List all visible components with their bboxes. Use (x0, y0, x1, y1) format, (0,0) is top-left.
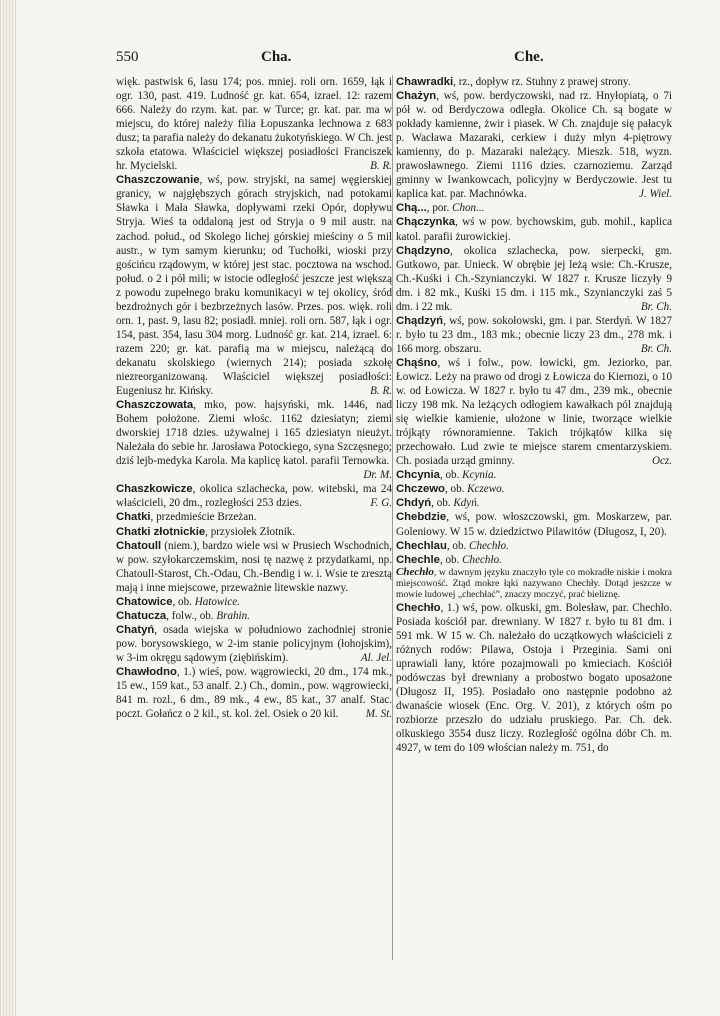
entry-text: , wś, pow. berdyczowski, nad rz. Hnyłopiatą, o 7i pół w. od Berdyczowa odległa. Okolice Ch. są bogate w pokłady kamienne, żwir i piasek. W Ch. znajduje się pałacyk p. Wacława Mazaraki, cerkiew i duży młyn 4-piętrowy kamienny, do p. Mazaraki należący. Mieszk. 518, wyzn. prawosławnego. Ziemi 1116 dzies. czarnoziemu. Zarząd gminny w Iwankowcach, policyjny w Berdyczowie. Jest tu kaplica kat. par. Machnówka. (396, 90, 672, 201)
entry-author-initials: Dr. M. (363, 469, 392, 482)
dictionary-entry (396, 356, 672, 468)
dictionary-entry (396, 482, 672, 496)
right-column (396, 75, 672, 755)
entry-text: , wś i folw., pow. łowicki, gm. Jeziorko, par. Łowicz. Leży na prawo od drogi z Łowicza do Kiernozi, o 10 w. od Łowicza. W 1827 r. było tu 47 dm., 239 mk., obecnie liczy 198 mk. Na leżących odłogiem kawałkach pól znajdują się wielkie kamienie, ułożone w linie, tworzące wielkie trójkąty równoramienne. Takich trójkątów kilka się przechowało. Lud zwie te miejsce starem cmentarzyskiem. Ch. posiada urząd gminny. (396, 356, 672, 468)
dictionary-entry (396, 75, 672, 89)
entry-author-initials: Al. Jel. (360, 651, 392, 664)
dictionary-entry (396, 601, 672, 756)
dictionary-entry (396, 314, 672, 356)
entry-text: , przedmieście Brzeżan. (150, 511, 257, 524)
dictionary-entry (396, 553, 672, 567)
right-running-head: Che. (514, 49, 544, 65)
entry-text: , mko, pow. hajsyński, mk. 1446, nad Bohem położone. Ziemi włośc. 1162 dziesiatyn; ziemi dworskiej 1718 dzies. używalnej i 165 dziesiatyn nieużyt. Należała do sebie hr. Jarosława Potockiego, syna Szczęsnego; dziś lejb-medyka Karola. Ma kaplicę katol. parafii Ternowka. (116, 399, 392, 468)
dictionary-entry (116, 609, 392, 623)
entry-text: , ob. (431, 497, 454, 510)
entry-author-initials: J. Wiel. (639, 188, 672, 201)
entry-headword: Chatyń (116, 623, 155, 636)
entry-text: , ob. (172, 595, 195, 608)
dictionary-entry (396, 468, 672, 482)
entry-author-initials: B. R. (370, 385, 392, 398)
column-divider (392, 75, 393, 960)
entry-cross-reference: Kdyń. (453, 497, 480, 510)
dictionary-entry (396, 244, 672, 314)
entry-author-initials: Ocz. (651, 455, 672, 468)
entry-text: więk. pastwisk 6, lasu 174; pos. mniej. roli orn. 1659, łąk i ogr. 130, past. 419. Ludność gr. kat. 654, izrael. 12: razem 666. Należy do rzym. kat. par. w Turce; gr. kat. par. ma w miejscu, do której należy filia Łopuszanka lechnowa z 683 dusz; ta parafia należy do dekanatu żukotyńskiego. W Ch. jest szkoła etatowa. Właściciel większej posiadłości Franciszek hr. Mycielski. (116, 76, 392, 173)
entry-headword: Chażyn (396, 90, 437, 103)
dictionary-entry (116, 75, 392, 173)
dictionary-entry (116, 623, 392, 665)
dictionary-entry (116, 482, 392, 510)
entry-cross-reference: Kczewo. (467, 483, 505, 496)
entry-headword: Chdyń (396, 497, 432, 510)
entry-author-initials: B. R. (370, 160, 392, 173)
dictionary-entry (396, 215, 672, 243)
entry-headword: Chądzyń (396, 314, 444, 327)
dictionary-entry (116, 525, 392, 539)
entry-text: , osada wiejska w południowo zachodniej stronie pow. borysowskiego, w 2-im stanie policyjnym (łohojskim), w 3-im okręgu sądowym (ziębińskim). (116, 623, 392, 664)
entry-headword: Chawłodno (116, 665, 177, 678)
entry-headword: Chechło (396, 601, 441, 614)
entry-headword: Chatki (116, 511, 151, 524)
entry-author-initials: M. St. (365, 708, 392, 721)
page-binding-edge (0, 0, 16, 1016)
page-number: 550 (116, 49, 139, 65)
left-running-head: Cha. (261, 49, 292, 65)
dictionary-entry (396, 201, 672, 215)
entry-text: , wś, pow. sokołowski, gm. i par. Sterdyń. W 1827 r. było tu 23 dm., 183 mk.; obecnie liczy 23 dm., 278 mk. i 166 morg. obszaru. (396, 314, 672, 355)
entry-headword: Chatowice (116, 595, 173, 608)
entry-headword: Chądzyno (396, 244, 450, 257)
entry-text: , okolica szlachecka, pow. witebski, ma 24 właścicieli, 20 dm., rozległości 253 dzies. (116, 483, 392, 510)
entry-headword: Chcynia (396, 469, 440, 482)
entry-headword: Chebdzie (396, 511, 447, 524)
entry-headword: Chatucza (116, 609, 167, 622)
entry-author-initials: Br. Ch. (640, 342, 672, 355)
entry-text: , 1.) wieś, pow. wągrowiecki, 20 dm., 174 mk., 15 ew., 159 kat., 53 analf. 2.) Ch., domin., pow. wągrowiecki, 841 m. rozl., 6 dm., 89 mk., 4 ew., 85 kat., 37 analf. Stac. poczt. Gołańcz o 2 kil., st. kol. żel. Osiek o 20 kil. (116, 665, 392, 721)
dictionary-entry (116, 398, 392, 482)
entry-headword: Chechlau (396, 539, 447, 552)
entry-cross-reference: Chon... (452, 202, 485, 215)
entry-headword: Chąśno (396, 356, 438, 369)
entry-headword: Chą... (396, 202, 427, 215)
entry-headword: Chechło (396, 565, 434, 578)
entry-text: , folw., ob. (166, 609, 217, 622)
entry-headword: Chawradki (396, 76, 454, 88)
entry-headword: Chaszczowanie (116, 174, 200, 187)
entry-headword: Chczewo (396, 483, 445, 496)
dictionary-entry (396, 567, 672, 601)
dictionary-entry (116, 539, 392, 595)
dictionary-entry (396, 89, 672, 201)
dictionary-entry (116, 595, 392, 609)
entry-cross-reference: Chechło. (462, 553, 502, 566)
dictionary-entry (116, 510, 392, 524)
entry-text: (niem.), bardzo wiele wsi w Prusiech Wschodnich, w pow. szyłokarczemskim, nosi tę nazwę z przydatkami, np. Chatoull-Starost, Ch.-Odau, Ch.-Bendig i w. i. Wsie te zresztą mają i inne miejscowe, przeważnie litewskie nazwy. (116, 539, 392, 594)
entry-text: , w dawnym języku znaczyło tyle co mokradłe niskie i mokra miejscowość. Ztąd mokre łąki nazywano Chechły. Dotąd jeszcze w mowie ludowej „chechłać”, znaczy moczyć, prać bieliznę. (396, 566, 672, 601)
entry-text: , wś, pow. włoszczowski, gm. Moskarzew, par. Goleniowy. W 15 w. dziedzictwo Pilawitów (Długosz, I, 20). (396, 511, 672, 538)
entry-cross-reference: Brahin. (216, 609, 250, 622)
running-header (116, 49, 676, 71)
entry-headword: Chatki złotnickie (116, 525, 206, 538)
entry-cross-reference: Chechło. (469, 539, 509, 552)
entry-text: , ob. (446, 539, 470, 552)
entry-author-initials: F. G. (370, 497, 392, 510)
entry-text: , ob. (439, 553, 463, 566)
entry-headword: Chaszkowicze (116, 483, 193, 496)
dictionary-entry (396, 510, 672, 538)
dictionary-entry (396, 496, 672, 510)
entry-text: , okolica szlachecka, pow. sierpecki, gm. Gutkowo, par. Unieck. W obrębie jej leżą wsie: Ch.-Krusze, Ch.-Kuśki i Ch.-Szynianczyki. W 1827 r. Krusze liczyły 9 dm. i 82 mk., Kuśki 15 dm. i 115 mk., Szynianczyki zaś 5 dm. i 22 mk. (396, 244, 672, 313)
entry-headword: Chaszczowata (116, 399, 194, 412)
entry-text: , ob. (439, 469, 463, 482)
entry-cross-reference: Kcynia. (462, 469, 497, 482)
entry-text: , ob. (444, 483, 468, 496)
entry-headword: Chatoull (116, 539, 162, 552)
entry-text: , przysiołek Złotnik. (205, 525, 296, 538)
entry-author-initials: Br. Ch. (640, 300, 672, 313)
entry-text: , wś w pow. bychowskim, gub. mohil., kaplica katol. parafii żurowickiej. (396, 216, 672, 243)
entry-text: , por. (426, 202, 453, 215)
entry-cross-reference: Hatowice. (194, 595, 240, 608)
left-column (116, 75, 392, 721)
entry-text: , 1.) wś, pow. olkuski, gm. Bolesław, par. Chechło. Posiada kościół par. drewniany. W 1827 r. było tu 81 dm. i 591 mk. W 15 w. Ch. należało do uczątkowych właścicieli z różnych rodów: Pilawa, Ostoja i Przeginia. Sami oni uprawiali łany, które pozajmowali po kmieciach. Kościół podówczas był drewniany a probostwo bogato uposażone (Długosz II, 195). Posiadało ono następnie podobno aż dwanaście wiosek (Enc. Org. V. 201), z których ośm po rozbiorze przeszło do udziału pruskiego. Par. Ch. dek. olkuskiego 3554 dusz liczy. Rozległość ogólna dóbr Ch. m. 4927, w tem do 109 włościan należy m. 751, do (396, 601, 672, 754)
entry-headword: Chączynka (396, 216, 456, 229)
dictionary-entry (116, 173, 392, 398)
dictionary-entry (116, 665, 392, 721)
entry-text: , wś, pow. stryjski, na samej węgierskiej granicy, w najgłębszych górach stryjskich, nad potokami Sławka i Mała Sławka, dopływami rzeki Opór, dopływu Stryja. Wieś ta oddaloną jest od Stryja o 9 mil austr. na zachod. połud., od Skolego lichej górskiej mieściny o 5 mil austr., w tym samym kierunku; od Tuchołki, wioski przy gościńcu rządowym, w której jest stac. pocztowa na wschod. połud. o 2 i pół mili; w istocie odległość jeszcze jest większą z powodu zupełnego braku komunikacyi w tej okolicy, śród bezdrożnych gór i bezbrzeżnych lasów. Przes. pos. więk. roli orn. 1, past. 9, lasu 82; posiadł. mniej. roli orn. 587, łąk i ogr. 154, past. 354, lasu 304 morg. Ludność gr. kat. 214, izrael. 6: razem 220; gr. kat. parafią ma w miejscu, należącą do dekanatu skolskiego (wiernych 214); posiada szkołę niezreorganizowaną. Właściciel większej posiadłości: Eugeniusz hr. Kińsky. (116, 174, 392, 398)
dictionary-entry (396, 539, 672, 553)
entry-text: , rz., dopływ rz. Stuhny z prawej strony. (453, 76, 631, 88)
entry-headword: Chechle (396, 553, 440, 566)
